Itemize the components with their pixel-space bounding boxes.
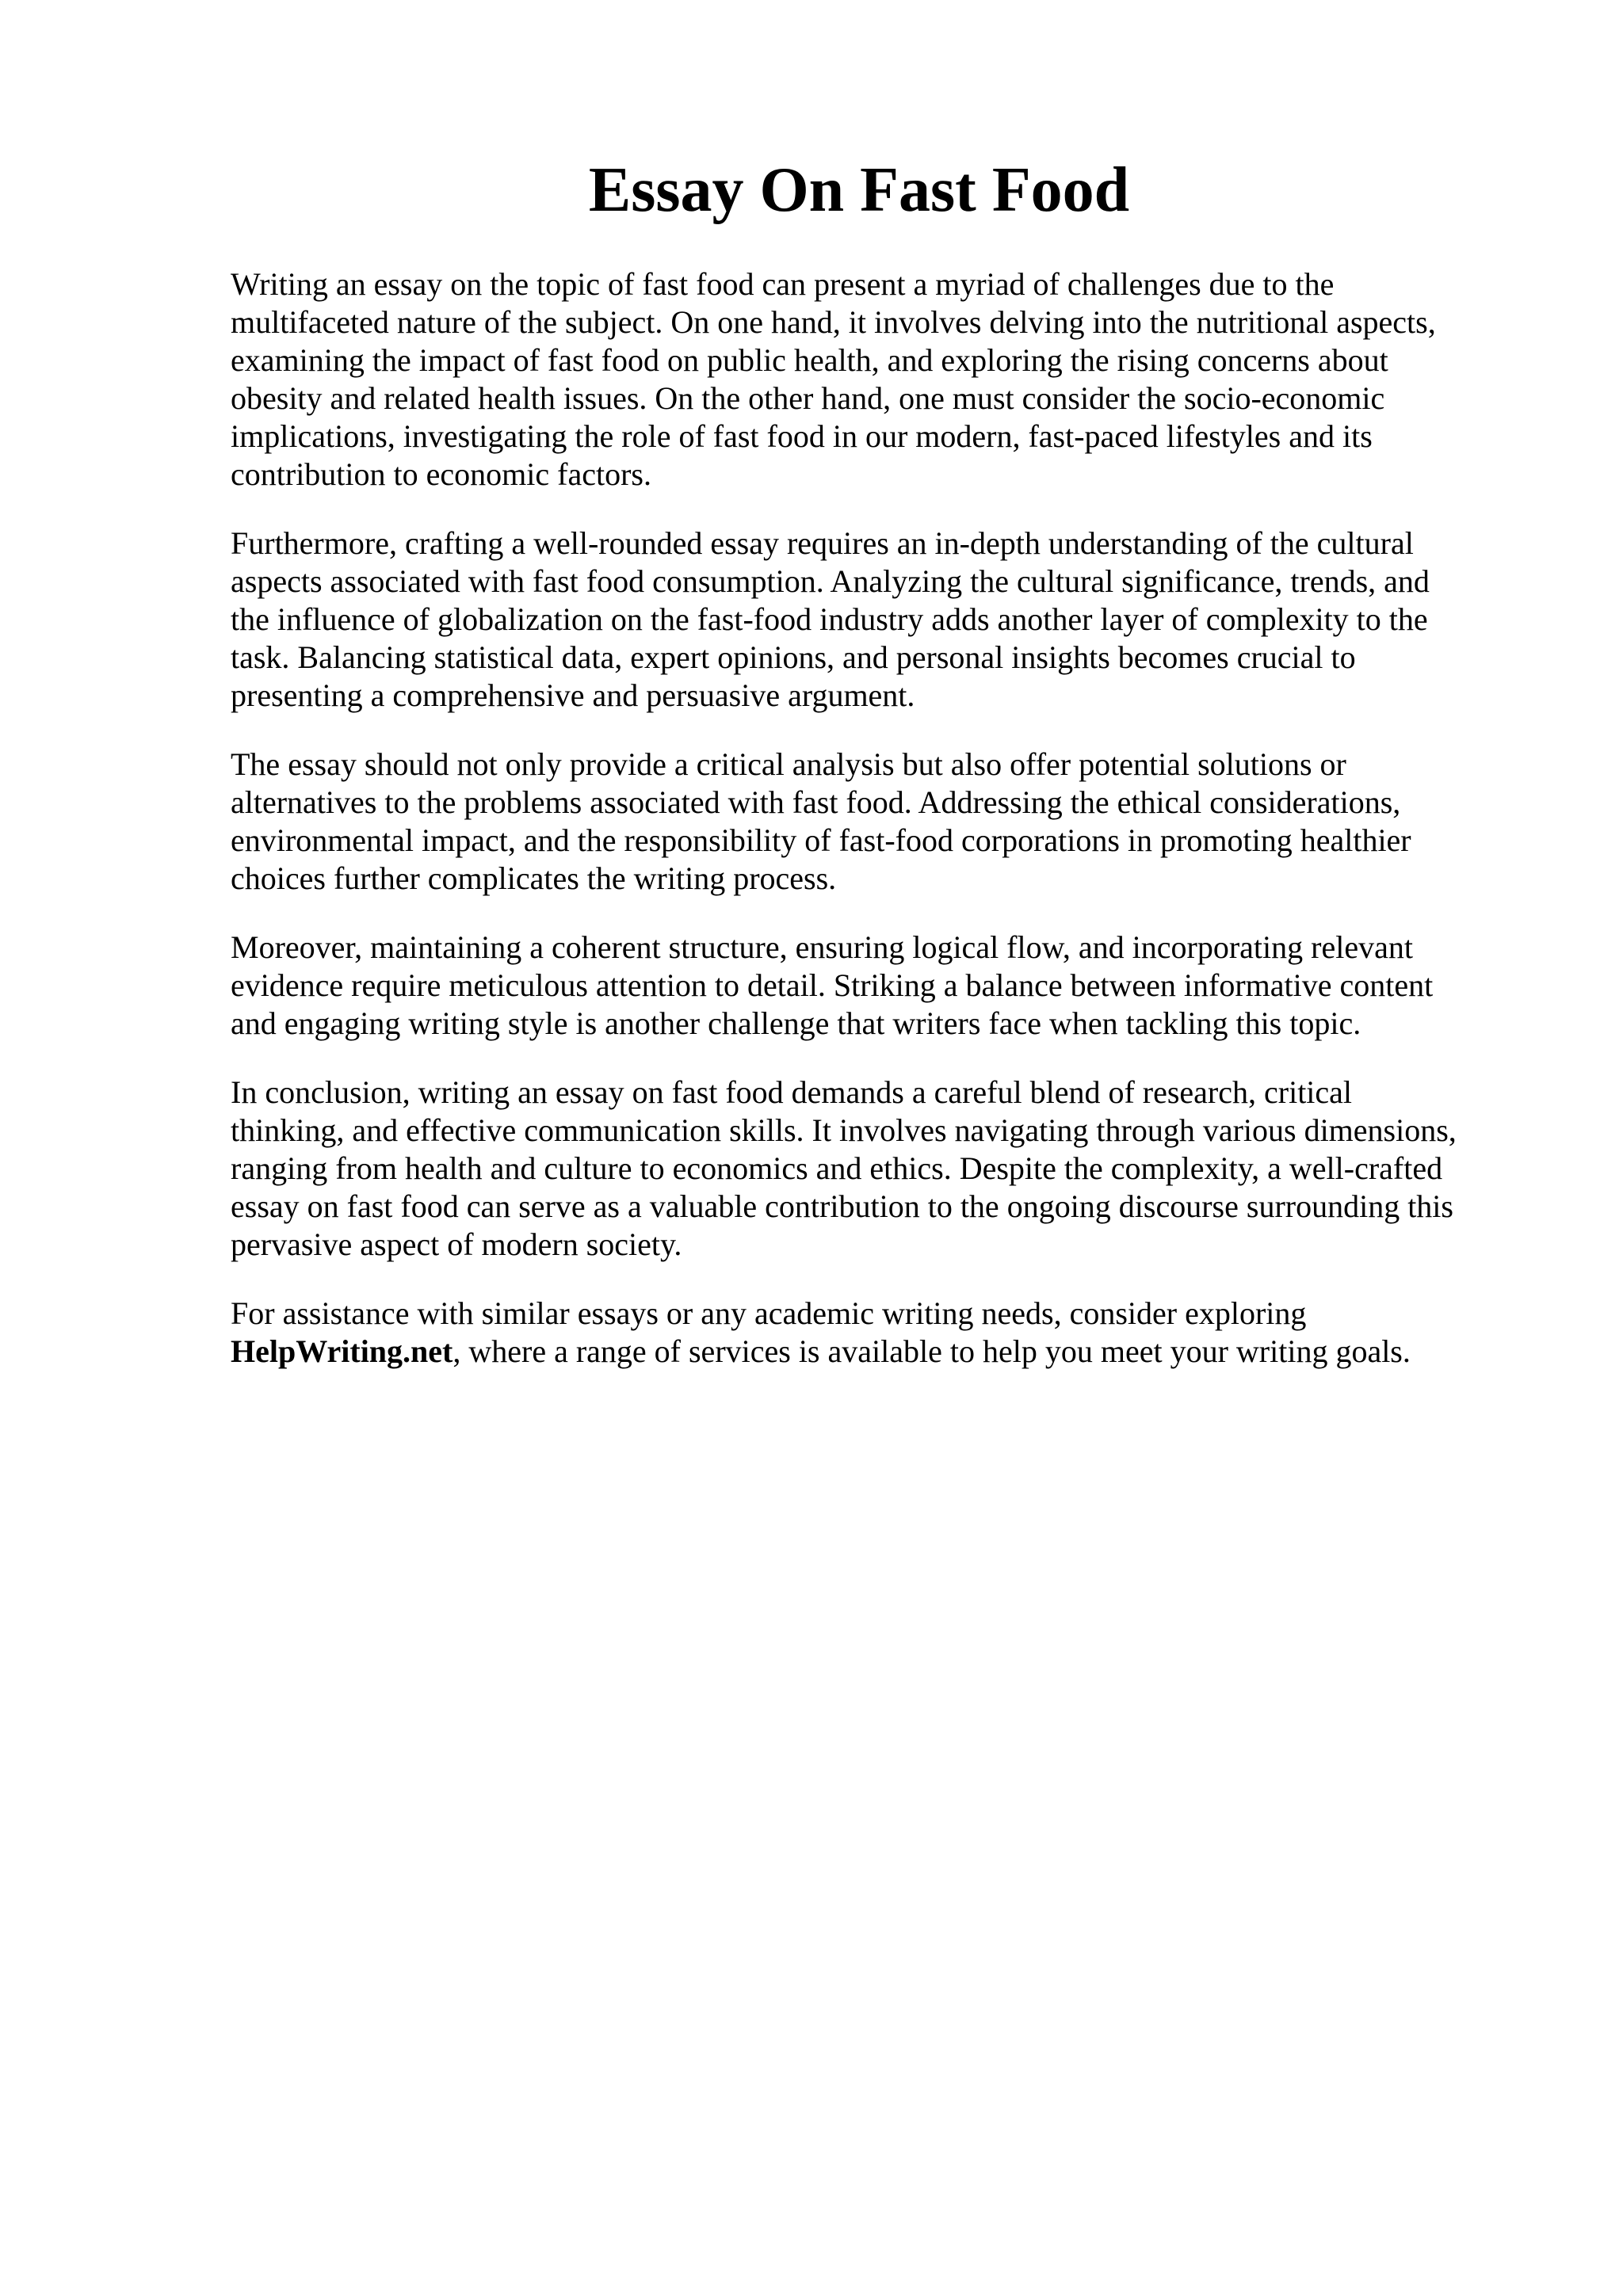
text-line: presenting a comprehensive and persuasive argument. [231,677,915,713]
text-line: pervasive aspect of modern society. [231,1226,682,1262]
text-line: obesity and related health issues. On the other hand, one must consider the socio-economic [231,380,1385,416]
text-line: The essay should not only provide a critical analysis but also offer potential solutions or [231,746,1346,782]
paragraph-4 [231,929,1507,1043]
text-line: task. Balancing statistical data, expert opinions, and personal insights becomes crucial to [231,639,1356,675]
closing-paragraph [231,1295,1507,1371]
text-line: the influence of globalization on the fast-food industry adds another layer of complexity to the [231,601,1428,637]
brand-link[interactable]: HelpWriting.net [231,1333,453,1369]
text-line: examining the impact of fast food on public health, and exploring the rising concerns about [231,342,1388,378]
text-line: ranging from health and culture to economics and ethics. Despite the complexity, a well-crafted [231,1150,1443,1186]
text-line: and engaging writing style is another challenge that writers face when tackling this topic. [231,1005,1361,1041]
text-line: environmental impact, and the responsibility of fast-food corporations in promoting healthier [231,822,1411,858]
text-line: evidence require meticulous attention to detail. Striking a balance between informative content [231,967,1434,1003]
text-line: contribution to economic factors. [231,456,651,492]
text-line: implications, investigating the role of fast food in our modern, fast-paced lifestyles and its [231,418,1373,454]
page-title: Essay On Fast Food [588,155,1130,225]
text-line: Furthermore, crafting a well-rounded essay requires an in-depth understanding of the cultural [231,525,1414,561]
text-line: For assistance with similar essays or any academic writing needs, consider exploring [231,1295,1307,1331]
paragraph-5 [231,1074,1507,1264]
text-line: Writing an essay on the topic of fast food can present a myriad of challenges due to the [231,266,1335,302]
closing-text: , where a range of services is available to help you meet your writing goals. [453,1333,1411,1369]
text-line: thinking, and effective communication skills. It involves navigating through various dimensions, [231,1112,1457,1148]
text-line: Moreover, maintaining a coherent structure, ensuring logical flow, and incorporating relevant [231,929,1413,965]
text-line: aspects associated with fast food consumption. Analyzing the cultural significance, trends, and [231,563,1430,599]
text-line [231,1333,1507,1371]
text-line: choices further complicates the writing process. [231,860,837,896]
text-line: alternatives to the problems associated with fast food. Addressing the ethical considerations, [231,784,1401,820]
paragraph-1 [231,265,1507,494]
essay-body [231,265,1507,1402]
paragraph-3 [231,746,1507,898]
text-line: In conclusion, writing an essay on fast food demands a careful blend of research, critical [231,1074,1353,1110]
paragraph-2 [231,524,1507,715]
text-line: multifaceted nature of the subject. On one hand, it involves delving into the nutritional aspects, [231,304,1436,340]
text-line: essay on fast food can serve as a valuable contribution to the ongoing discourse surrounding this [231,1188,1453,1224]
